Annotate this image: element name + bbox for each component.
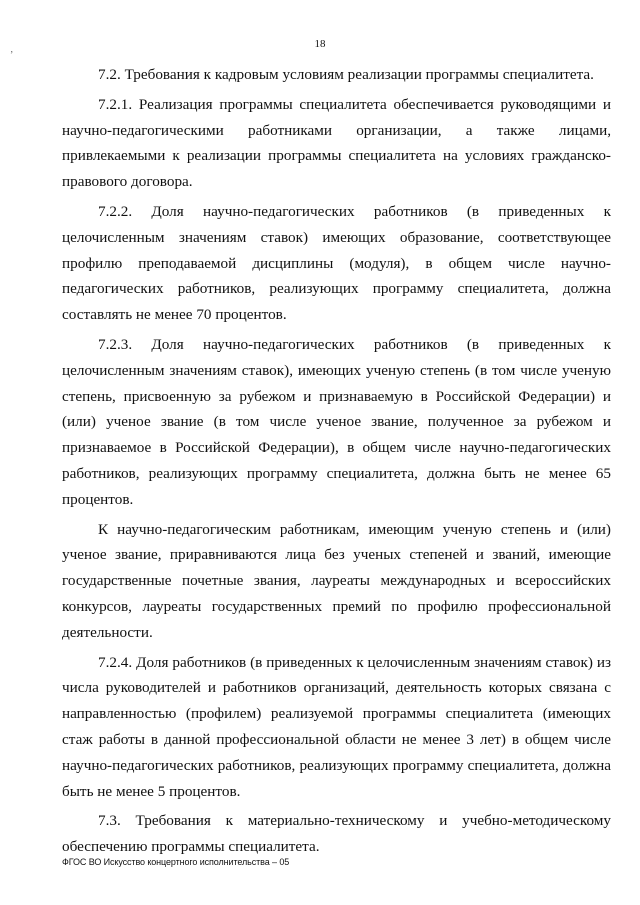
- page-footer: ФГОС ВО Искусство концертного исполнительства – 05: [62, 857, 290, 867]
- paragraph-7-2-1: 7.2.1. Реализация программы специалитета обеспечивается руководящими и научно-педагогическими работниками организации, а также лицами, привлекаемыми к реализации программы специалитета на условиях гражданско-правового договора.: [62, 95, 611, 191]
- section-heading-7-3: 7.3. Требования к материально-техническому и учебно-методическому обеспечению программы специалитета.: [62, 812, 611, 856]
- section-heading-7-2: 7.2. Требования к кадровым условиям реализации программы специалитета.: [98, 66, 594, 83]
- scan-artifact-mark: ‚: [10, 44, 14, 55]
- document-body: [62, 62, 611, 864]
- page-number: 18: [314, 38, 326, 50]
- paragraph-7-2-2: 7.2.2. Доля научно-педагогических работников (в приведенных к целочисленным значениям ставок) имеющих образование, соответствующее профилю преподаваемой дисциплины (модуля), в общем числе научно-педагогических работников, реализующих программу специалитета, должна составлять не менее 70 процентов.: [62, 202, 611, 324]
- paragraph-7-2-3: 7.2.3. Доля научно-педагогических работников (в приведенных к целочисленным значениям ставок), имеющих ученую степень (в том числе ученую степень, присвоенную за рубежом и признаваемую в Российской Федерации) и (или) ученое звание (в том числе ученое звание, полученное за рубежом и признаваемое в Российской Федерации), в общем числе научно-педагогических работников, реализующих программу специалитета, должна быть не менее 65 процентов.: [62, 335, 611, 508]
- paragraph-equivalence-note: К научно-педагогическим работникам, имеющим ученую степень и (или) ученое звание, приравниваются лица без ученых степеней и званий, имеющие государственные почетные звания, лауреаты международных и всероссийских конкурсов, лауреаты государственных премий по профилю профессиональной деятельности.: [62, 520, 611, 641]
- paragraph-7-2-4: 7.2.4. Доля работников (в приведенных к целочисленным значениям ставок) из числа руководителей и работников организаций, деятельность которых связана с направленностью (профилем) реализуемой программы специалитета (имеющих стаж работы в данной профессиональной области не менее 3 лет) в общем числе научно-педагогических работников, реализующих программу специалитета, должна быть не менее 5 процентов.: [62, 653, 611, 800]
